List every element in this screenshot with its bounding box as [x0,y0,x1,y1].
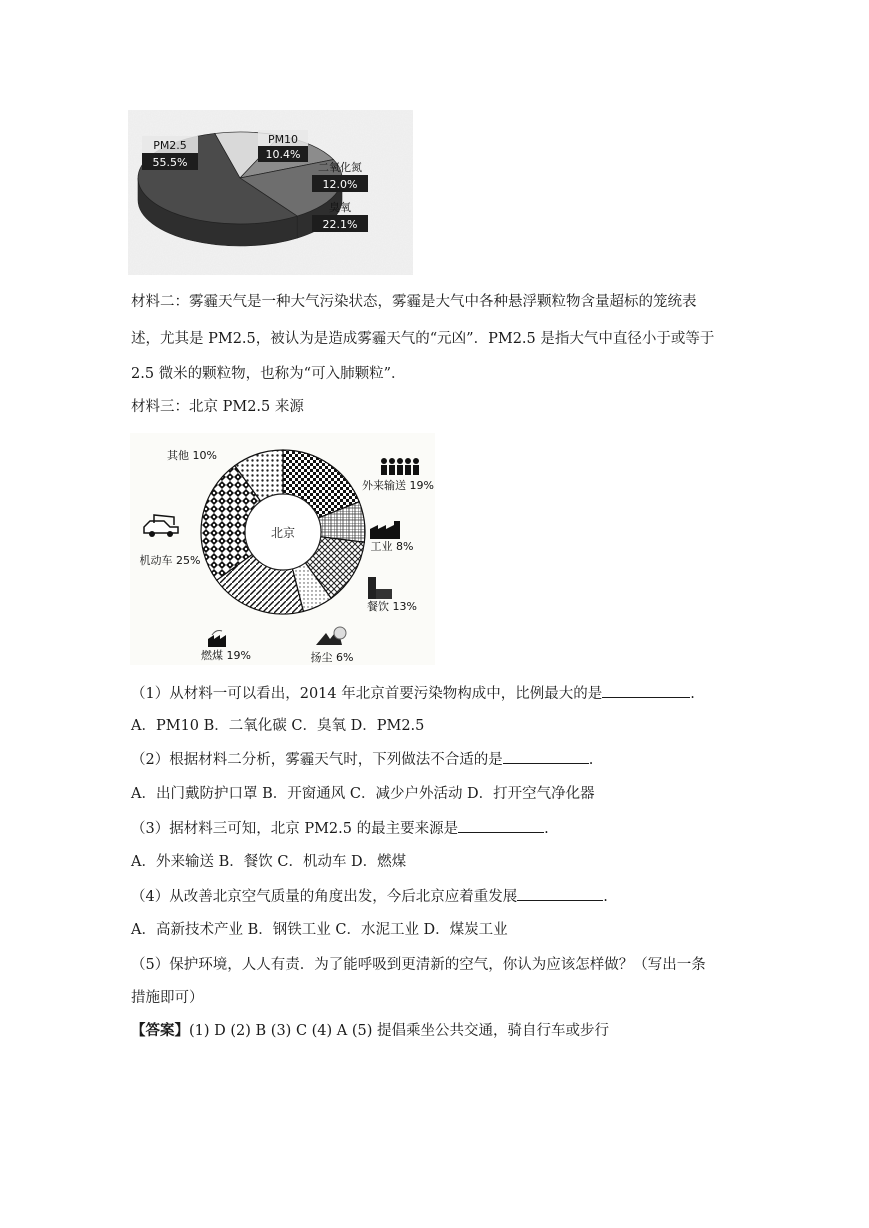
pie-value-label: 10.4% [265,148,301,161]
pollutant-pie-chart [128,110,413,275]
pie-category-label: 二氧化氮 [318,161,362,174]
question-2-options: A．出门戴防护口罩 B．开窗通风 C．减少户外活动 D．打开空气净化器 [131,786,595,802]
question-4: （4）从改善北京空气质量的角度出发，今后北京应着重发展 . [131,886,608,907]
pie-category-label: 臭氧 [329,201,351,214]
question-4-options: A．高新技术产业 B．钢铁工业 C．水泥工业 D．煤炭工业 [131,922,508,938]
answer-blank-3[interactable] [458,818,544,833]
question-5-line2: 措施即可） [131,990,204,1006]
pie-value-label: 12.0% [322,178,358,191]
answer-blank-1[interactable] [602,683,690,698]
answer-text: (1) D (2) B (3) C (4) A (5) 提倡乘坐公共交通，骑自行车或步行 [189,1023,610,1039]
donut-label-工业: 工业 8% [370,540,414,553]
material2-line2: 述，尤其是 PM2.5，被认为是造成雾霾天气的“元凶”．PM2.5 是指大气中直径小于或等于 [131,331,715,347]
pie-category-label: PM2.5 [153,139,187,152]
question-3-options: A．外来输送 B．餐饮 C．机动车 D．燃煤 [131,854,407,870]
question-5-line1: （5）保护环境，人人有责．为了能呼吸到更清新的空气，你认为应该怎样做？（写出一条 [131,957,706,973]
question-1: （1）从材料一可以看出，2014 年北京首要污染物构成中，比例最大的是 . [131,683,695,704]
donut-label-餐饮: 餐饮 13% [367,600,417,613]
answer-line [131,1021,609,1041]
donut-label-机动车: 机动车 25% [139,554,201,567]
answer-label: 【答案】 [131,1022,189,1039]
question-2: （2）根据材料二分析，雾霾天气时，下列做法不合适的是 . [131,749,593,770]
beijing-pm25-donut-chart [130,433,435,665]
question-3: （3）据材料三可知，北京 PM2.5 的最主要来源是 . [131,818,549,839]
material2-line1: 材料二：雾霾天气是一种大气污染状态，雾霾是大气中各种悬浮颗粒物含量超标的笼统表 [131,294,697,310]
pie-label-PM2.5 [142,136,198,170]
pie-category-label: PM10 [267,133,299,146]
donut-center-label: 北京 [270,526,296,540]
question-1-options: A．PM10 B．二氧化碳 C．臭氧 D．PM2.5 [131,718,425,734]
pie-value-label: 55.5% [152,156,188,169]
material3-title: 材料三：北京 PM2.5 来源 [131,399,304,415]
pie-value-label: 22.1% [322,218,358,231]
pie-label-二氧化氮 [312,160,368,192]
material2-line3: 2.5 微米的颗粒物，也称为“可入肺颗粒”． [131,366,406,382]
answer-blank-4[interactable] [517,886,603,901]
donut-label-燃煤: 燃煤 19% [201,649,251,662]
pie-label-PM10 [258,130,308,162]
donut-label-外来输送: 外来输送 19% [362,479,434,492]
answer-blank-2[interactable] [503,749,589,764]
donut-label-其他: 其他 10% [167,449,217,462]
donut-label-扬尘: 扬尘 6% [310,651,354,664]
crowd-icon [381,458,419,475]
